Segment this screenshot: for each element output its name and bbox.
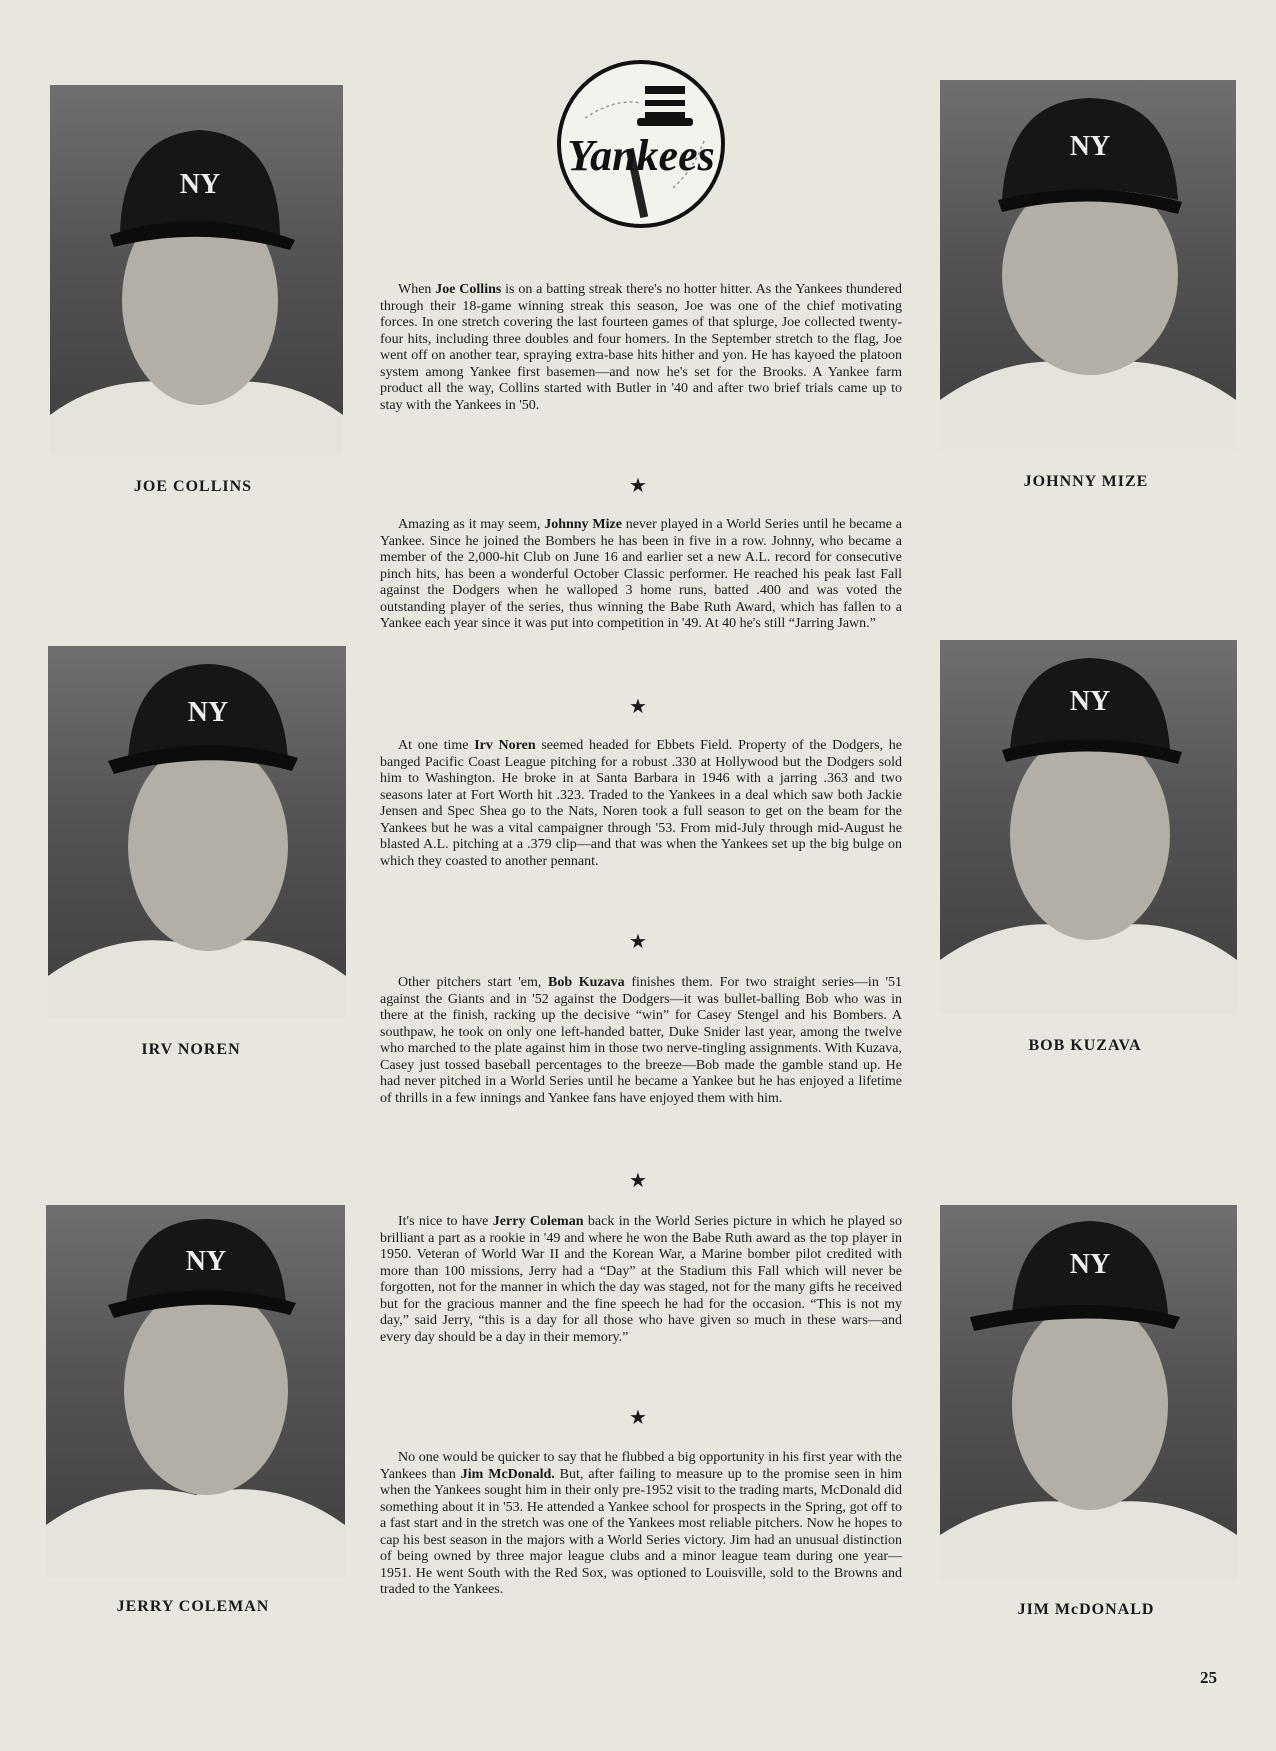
caption-bob-kuzava: BOB KUZAVA bbox=[1028, 1037, 1142, 1054]
page-number: 25 bbox=[1200, 1668, 1217, 1687]
bio-name: Jim McDonald. bbox=[460, 1466, 555, 1482]
bio-name: Jerry Coleman bbox=[492, 1214, 584, 1229]
ny-cap-logo: NY bbox=[1069, 686, 1111, 717]
bio-johnny-mize: Amazing as it may seem, Johnny Mize never played in a World Series until he became a Yankee. Since he joined the Bombers he has been in five in a row. Johnny, who became a member of the 2,000-hit Club on June 16 and earlier set a new A.L. record for consecutive pinch hits, has been a wonderful October Classic performer. He reached his peak last Fall against the Dodgers when he walloped 3 home runs, batted .400 and was voted the outstanding player of the series, thus winning the Babe Ruth Award, which has fallen to a Yankee each year since it was put into competition in '49. At 40 he's still “Jarring Jawn.” bbox=[380, 517, 902, 631]
player-photo-johnny-mize bbox=[940, 80, 1236, 450]
bio-name: Joe Collins bbox=[435, 282, 502, 297]
star-divider: ★ bbox=[629, 696, 647, 718]
star-divider: ★ bbox=[629, 475, 647, 497]
player-photo-jim-mcdonald bbox=[940, 1205, 1237, 1580]
ny-cap-logo: NY bbox=[1069, 1249, 1111, 1280]
ny-cap-logo: NY bbox=[187, 697, 229, 728]
star-divider: ★ bbox=[629, 931, 647, 953]
caption-jerry-coleman: JERRY COLEMAN bbox=[116, 1598, 270, 1615]
bio-name: Irv Noren bbox=[474, 738, 536, 753]
bio-jerry-coleman: It's nice to have Jerry Coleman back in the World Series picture in which he played so brilliant a part as a rookie in '49 and where he won the Babe Ruth award as the top player in 1950. Veteran of World War II and the Korean War, a Marine bomber pilot credited with more than 100 missions, Jerry had a “Day” at the Stadium this Fall which will never be forgotten, not for the manner in which the day was staged, not for the many gifts he received but for the gracious manner and the fine speech he had for the occasion. “This is not my day,” said Jerry, “this is a day for all those who have given so much in these wars—and every day should be a day in their memory.” bbox=[380, 1214, 902, 1345]
bio-joe-collins: When Joe Collins is on a batting streak there's no hotter hitter. As the Yankees thundered through their 18-game winning streak this season, Joe was one of the chief motivating forces. In one stretch covering the last fourteen games of that splurge, Joe collected twenty-four hits, including three doubles and four homers. In the September stretch to the flag, Joe went off on another tear, spraying extra-base hits hither and yon. He has kayoed the platoon system among Yankee first basemen—and now he's set for the Brooks. A Yankee farm product all the way, Collins started with Butler in '40 and after two brief trials came up to stay with the Yankees in '50. bbox=[380, 282, 902, 413]
bio-bob-kuzava: Other pitchers start 'em, Bob Kuzava finishes them. For two straight series—in '51 against the Giants and in '52 against the Dodgers—it was bullet-balling Bob who was in there at the finish, racking up the decisive “win” for Casey Stengel and his Bombers. A southpaw, he took on only one left-handed batter, Duke Snider last year, among the twelve who marched to the plate against him in those two nerve-tingling assignments. With Kuzava, Casey just tossed baseball percentages to the breeze—Bob made the gamble stand up. He had never pitched in a World Series until he became a Yankee but he has enjoyed a lifetime of thrills in a few innings and Yankee fans have enjoyed them with him. bbox=[380, 975, 902, 1106]
bio-irv-noren: At one time Irv Noren seemed headed for Ebbets Field. Property of the Dodgers, he banged Pacific Coast League pitching for a robust .330 at Hollywood but the Dodgers sold him to Washington. He broke in at Santa Barbara in 1946 with a jarring .363 and two seasons later at Fort Worth hit .323. Traded to the Yankees in a deal which saw both Jackie Jensen and Spec Shea go to the Nats, Noren took a full season to get on the beam for the Yankees but he was a vital campaigner through '53. From mid-July through mid-August he blasted A.L. pitching at a .379 clip—and that was when the Yankees set up the big bulge on which they coasted to another pennant. bbox=[380, 738, 903, 869]
caption-joe-collins: JOE COLLINS bbox=[133, 478, 253, 495]
player-photo-jerry-coleman bbox=[46, 1205, 345, 1577]
bio-name: Johnny Mize bbox=[544, 517, 622, 532]
player-photo-irv-noren bbox=[48, 646, 346, 1019]
player-photo-joe-collins bbox=[50, 85, 343, 454]
star-divider: ★ bbox=[629, 1407, 647, 1429]
caption-jim-mcdonald: JIM McDONALD bbox=[1017, 1601, 1155, 1618]
caption-irv-noren: IRV NOREN bbox=[141, 1041, 241, 1058]
star-divider: ★ bbox=[629, 1170, 647, 1192]
ny-cap-logo: NY bbox=[179, 169, 221, 200]
bio-name: Bob Kuzava bbox=[548, 975, 625, 990]
caption-johnny-mize: JOHNNY MIZE bbox=[1023, 473, 1149, 490]
yankees-logo bbox=[555, 58, 727, 230]
logo-wordmark: Yankees bbox=[567, 131, 715, 180]
bio-jim-mcdonald: No one would be quicker to say that he flubbed a big opportunity in his first year with the Yankees than Jim McDonald. But, after failing to measure up to the promise seen in him when the Yankees sought him in their only pre-1952 visit to the trading marts, McDonald did something about it in '53. He attended a Yankee school for prospects in the Spring, got off to a fast start and in the stretch was one of the Yankees most reliable pitchers. Now he hopes to cap his best season in the majors with a World Series victory. Jim had an unusual distinction of being owned by three major league clubs and a minor league team during one year—1951. He went South with the Red Sox, was optioned to Louisville, sold to the Browns and traded to the Yankees. bbox=[380, 1450, 902, 1597]
ny-cap-logo: NY bbox=[1069, 131, 1111, 162]
player-photo-bob-kuzava bbox=[940, 640, 1237, 1013]
ny-cap-logo: NY bbox=[185, 1246, 227, 1277]
